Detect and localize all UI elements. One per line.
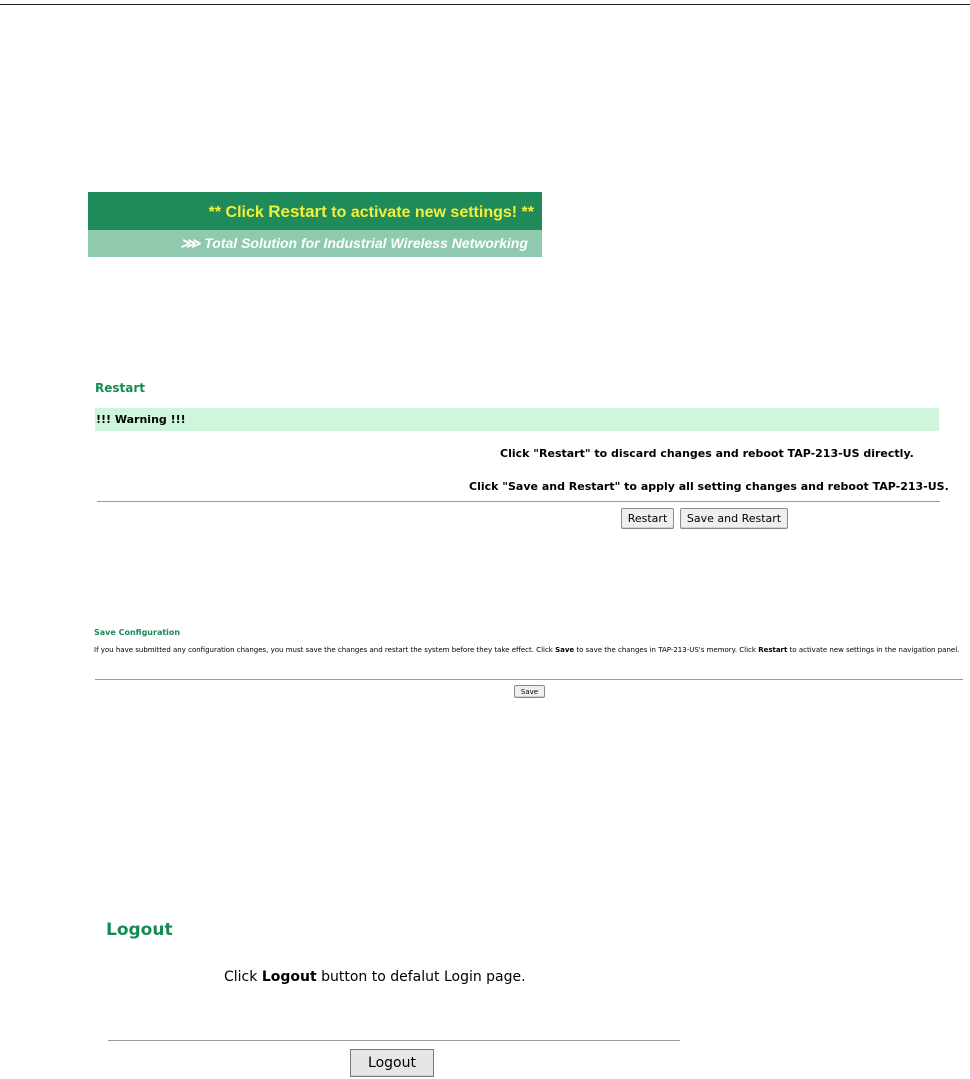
banner-message-strong: Restart	[268, 202, 327, 221]
save-desc-restart: Restart	[758, 646, 788, 654]
save-desc-part1: If you have submitted any configuration changes, you must save the changes and restart the system before they take effect. Click	[94, 646, 556, 654]
restart-title: Restart	[95, 381, 146, 395]
banner-top-strip	[88, 192, 542, 230]
warning-bar	[95, 408, 939, 431]
restart-banner	[88, 192, 542, 257]
banner-message	[209, 202, 534, 222]
logout-button[interactable]: Logout	[350, 1049, 434, 1077]
warning-text: !!! Warning !!!	[96, 413, 186, 426]
logout-text-suffix: button to defalut Login page.	[316, 969, 526, 985]
restart-divider	[97, 501, 940, 502]
banner-message-suffix: to activate new settings! **	[326, 204, 534, 221]
logout-text-prefix: Click	[224, 969, 262, 985]
restart-instruction: Click "Restart" to discard changes and reboot TAP-213-US directly.	[500, 447, 914, 460]
logout-instruction	[224, 969, 526, 985]
save-divider	[95, 679, 963, 680]
banner-tagline: ⋙ Total Solution for Industrial Wireless Networking	[180, 235, 528, 251]
save-button[interactable]: Save	[514, 685, 545, 698]
banner-bottom-strip	[88, 230, 542, 257]
logout-divider	[108, 1040, 680, 1041]
save-desc-part3: to activate new settings in the navigation panel.	[787, 646, 960, 654]
save-desc-save: Save	[555, 646, 575, 654]
save-configuration-description	[94, 645, 966, 655]
restart-button[interactable]: Restart	[621, 508, 674, 529]
save-configuration-title: Save Configuration	[94, 628, 181, 637]
banner-message-prefix: ** Click	[208, 204, 269, 221]
save-desc-part2: to save the changes in TAP-213-US's memory. Click	[574, 646, 759, 654]
top-divider	[0, 4, 970, 5]
logout-title: Logout	[106, 920, 173, 940]
logout-text-strong: Logout	[261, 969, 317, 985]
save-restart-instruction: Click "Save and Restart" to apply all setting changes and reboot TAP-213-US.	[469, 480, 949, 493]
save-and-restart-button[interactable]: Save and Restart	[680, 508, 788, 529]
